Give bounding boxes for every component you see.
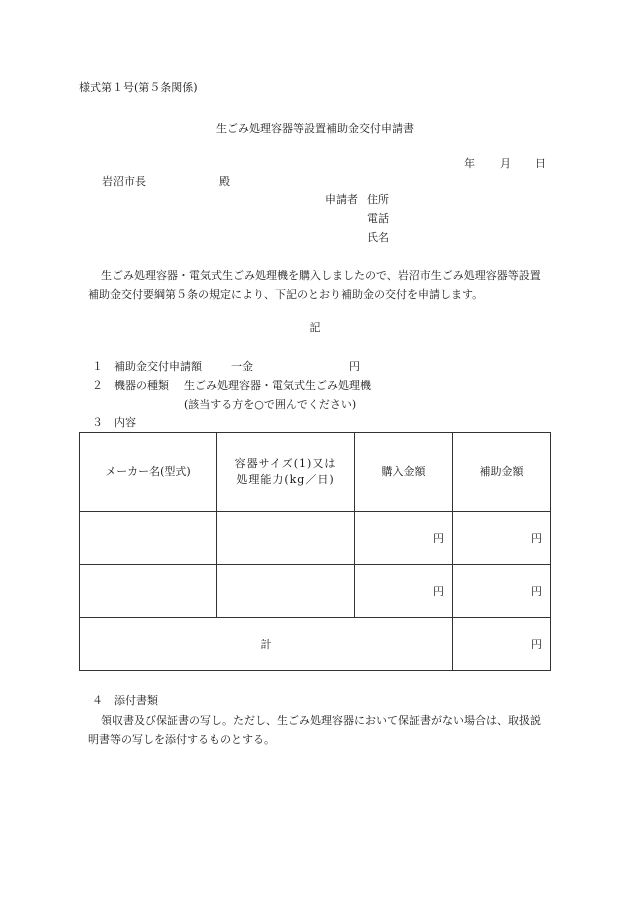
table-row [80,512,551,565]
item1-prefix: 一金 [231,360,253,373]
item2-note: (該当する方を○で囲んでください) [184,398,357,411]
addressee-honorific: 殿 [219,175,230,188]
header-purchase-amount: 購入金額 [355,433,453,512]
cell-maker[interactable] [80,565,217,618]
header-capacity-line1: 容器サイズ(1)又は [234,457,337,470]
item4-text: 領収書及び保証書の写し。ただし、生ごみ処理容器において保証書がない場合は、取扱説明書等の写しを添付するものとする。 [88,714,541,746]
date-day-label: 日 [535,157,546,170]
item4-number: ４ [92,694,103,707]
cell-capacity[interactable] [217,565,355,618]
cell-subsidy-amount[interactable] [453,565,551,618]
cell-maker[interactable] [80,512,217,565]
item1-unit: 円 [349,360,360,373]
applicant-label: 申請者 [325,193,358,206]
document-title: 生ごみ処理容器等設置補助金交付申請書 [216,122,414,135]
item1-number: １ [92,360,103,373]
item3-label: 内容 [114,416,136,429]
cell-capacity[interactable] [217,512,355,565]
item2-number: ２ [92,379,103,392]
total-label: 計 [80,618,453,671]
cell-purchase-amount[interactable] [355,565,453,618]
item1-label: 補助金交付申請額 [114,360,202,373]
applicant-address-label: 住所 [367,193,389,206]
table-row [80,565,551,618]
yen-unit: 円 [531,585,542,598]
header-subsidy-amount: 補助金額 [453,433,551,512]
applicant-phone-label: 電話 [367,212,389,225]
item2-value: 生ごみ処理容器・電気式生ごみ処理機 [184,379,371,392]
item2-label: 機器の種類 [114,379,169,392]
applicant-name-label: 氏名 [367,231,389,244]
cell-subsidy-amount[interactable] [453,512,551,565]
cell-purchase-amount[interactable] [355,512,453,565]
addressee-name: 岩沼市長 [102,175,146,188]
total-subsidy-amount[interactable] [453,618,551,671]
header-capacity-line2: 処理能力(kg／日) [236,473,335,486]
date-year-label: 年 [464,157,475,170]
ki-heading: 記 [309,321,321,334]
form-number: 様式第１号(第５条関係) [79,81,198,94]
date-month-label: 月 [500,157,511,170]
item4-label: 添付書類 [114,694,158,707]
header-maker: メーカー名(型式) [80,433,217,512]
table-total-row [80,618,551,671]
yen-unit: 円 [531,532,542,545]
item3-number: ３ [92,416,103,429]
yen-unit: 円 [433,585,444,598]
application-statement: 生ごみ処理容器・電気式生ごみ処理機を購入しましたので、岩沼市生ごみ処理容器等設置補助金交付要綱第５条の規定により、下記のとおり補助金の交付を申請します。 [88,269,541,301]
table-header-row [80,433,551,512]
yen-unit: 円 [433,532,444,545]
content-table [79,432,551,671]
header-capacity [217,433,355,512]
yen-unit: 円 [531,638,542,651]
